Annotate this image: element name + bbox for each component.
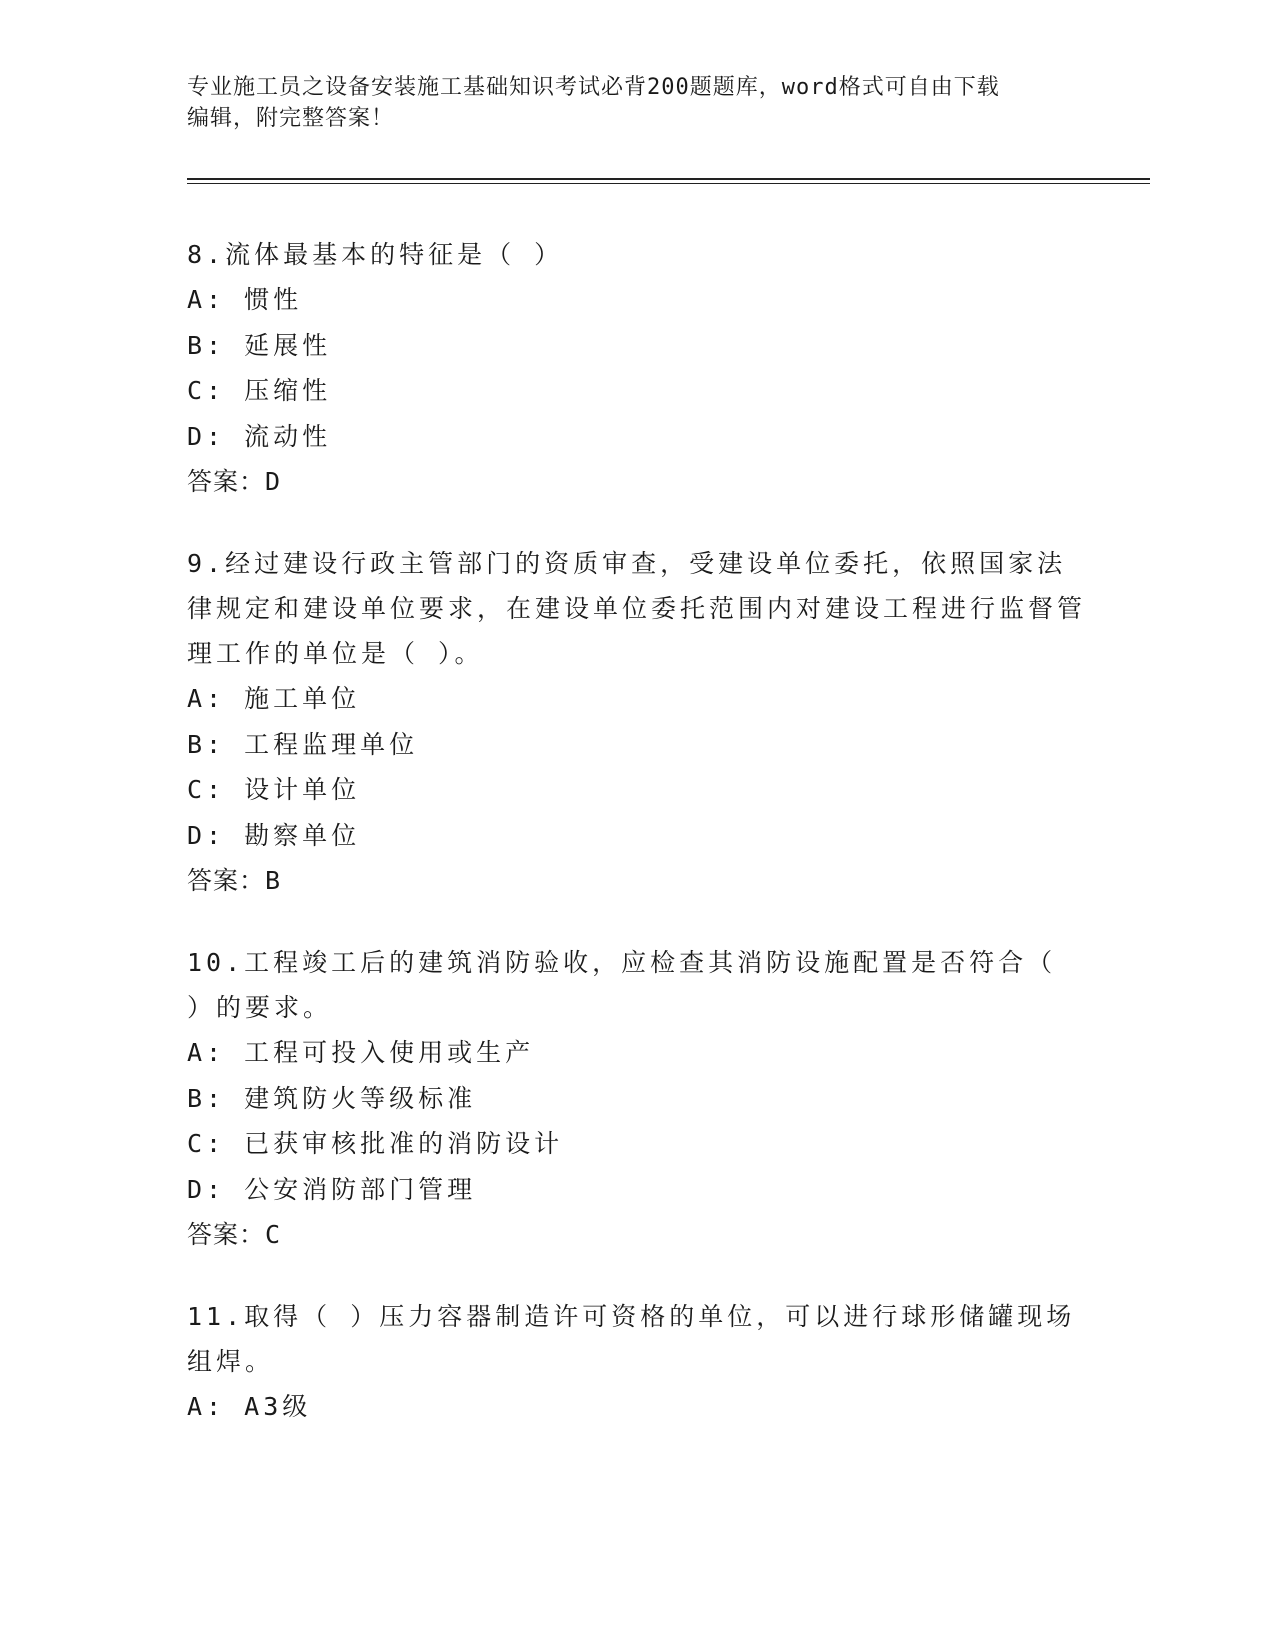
document-header xyxy=(187,72,1067,134)
question-stem: 9.经过建设行政主管部门的资质审查，受建设单位委托，依照国家法律规定和建设单位要求，在建设单位委托范围内对建设工程进行监督管理工作的单位是（ ）。 xyxy=(187,549,1087,668)
question-9 xyxy=(187,541,1087,903)
answer-line xyxy=(187,459,1087,504)
option-d: D: 流动性 xyxy=(187,421,332,451)
question-10 xyxy=(187,940,1087,1257)
answer-value: B xyxy=(265,866,282,895)
option-a: A: A3级 xyxy=(187,1392,312,1421)
answer-line xyxy=(187,858,1087,903)
header-rule-thin xyxy=(187,183,1150,184)
header-rule-thick xyxy=(187,178,1150,180)
answer-label: 答案： xyxy=(187,1220,266,1249)
answer-label: 答案： xyxy=(187,467,266,496)
question-8 xyxy=(187,232,1087,504)
answer-value: C xyxy=(265,1220,282,1249)
question-stem: 8.流体最基本的特征是（ ） xyxy=(187,240,564,269)
question-11 xyxy=(187,1294,1087,1430)
option-a: A: 工程可投入使用或生产 xyxy=(187,1038,535,1067)
header-title-line1: 专业施工员之设备安装施工基础知识考试必背200题题库，word格式可自由下载 xyxy=(187,75,1000,100)
option-b: B: 延展性 xyxy=(187,330,332,360)
question-stem: 10.工程竣工后的建筑消防验收，应检查其消防设施配置是否符合（ ）的要求。 xyxy=(187,948,1076,1022)
answer-line xyxy=(187,1212,1087,1257)
question-stem: 11.取得（ ）压力容器制造许可资格的单位，可以进行球形储罐现场组焊。 xyxy=(187,1302,1076,1376)
option-d: D: 公安消防部门管理 xyxy=(187,1174,477,1204)
answer-label: 答案： xyxy=(187,866,266,895)
option-a: A: 惯性 xyxy=(187,285,303,314)
option-c: C: 设计单位 xyxy=(187,775,361,804)
option-b: B: 工程监理单位 xyxy=(187,729,419,759)
header-title-line2: 编辑，附完整答案！ xyxy=(187,106,395,131)
option-c: C: 压缩性 xyxy=(187,376,332,405)
option-d: D: 勘察单位 xyxy=(187,820,361,850)
option-b: B: 建筑防火等级标准 xyxy=(187,1083,477,1113)
answer-value: D xyxy=(265,467,282,496)
option-a: A: 施工单位 xyxy=(187,684,361,713)
option-c: C: 已获审核批准的消防设计 xyxy=(187,1129,564,1158)
question-list xyxy=(187,232,1087,1467)
